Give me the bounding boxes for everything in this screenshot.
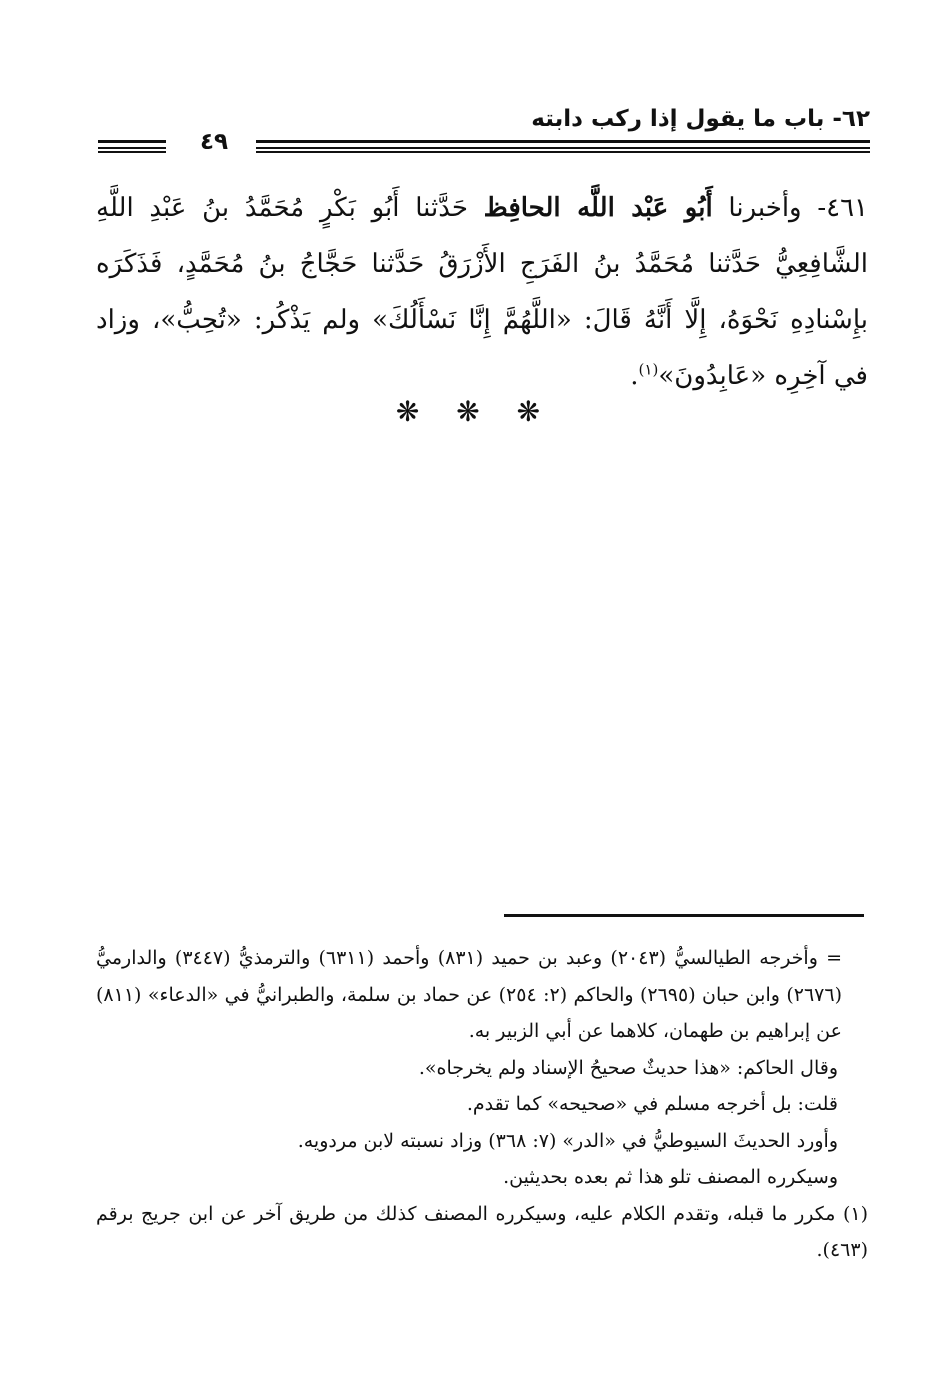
- hadith-number: ٤٦١-: [817, 193, 869, 223]
- footnote-line: وأورد الحديثَ السيوطيُّ في «الدر» (٧: ٣٦٨) وزاد نسبته لابن مردويه.: [297, 1129, 838, 1152]
- narrator-name: أَبُو عَبْد اللَّه الحافِظ: [483, 193, 713, 223]
- section-separator: ❋ ❋ ❋: [395, 395, 555, 428]
- footnote-continuation: = وأخرجه الطيالسيُّ (٢٠٤٣) وعبد بن حميد (٨٣١) وأحمد (٦٣١١) والترمذيُّ (٣٤٤٧) والدارميُّ (٢٦٧٦) وابن حبان (٢٦٩٥) والحاكم (٢: ٢٥٤) عن حماد بن سلمة، والطبرانيُّ في «الدعاء» (٨١١) عن إبراهيم بن طهمان، كلاهما عن أبي الزبير به.: [96, 947, 843, 1042]
- header-rule-right: [256, 140, 870, 149]
- footnote-reference: (١): [638, 360, 659, 379]
- footnote-line: قلت: بل أخرجه مسلم في «صحيحه» كما تقدم.: [466, 1093, 838, 1115]
- footnotes: [96, 940, 868, 1269]
- footnote-line: وسيكرره المصنف تلو هذا ثم بعده بحديثين.: [503, 1166, 838, 1188]
- chapter-title: ٦٢- باب ما يقول إذا ركب دابته: [531, 106, 870, 132]
- page-number: ٤٩: [199, 129, 229, 155]
- header-rule-left: [98, 140, 166, 149]
- hadith-paragraph: [96, 180, 868, 404]
- hadith-body: حَدَّثنا أَبُو بَكْرٍ مُحَمَّدُ بنُ عَبْدِ اللَّهِ الشَّافِعِيُّ حَدَّثنا مُحَمَّدُ بنُ الفَرَجِ الأَزْرَقُ حَدَّثنا حَجَّاجُ بنُ مُحَمَّدٍ، فَذَكَرَه بإِسْنادِهِ نَحْوَهُ، إِلَّا أَنَّهُ قَالَ: «اللَّهُمَّ إِنَّا نَسْأَلُكَ» ولم يَذْكُر: «تُحِبُّ»، وزاد في آخِرِه «عَابِدُونَ»: [96, 193, 869, 391]
- footnote-1: (١) مكرر ما قبله، وتقدم الكلام عليه، وسيكرره المصنف كذلك من طريق آخر عن ابن جريج برقم (٤٦٣).: [96, 1202, 868, 1261]
- hadith-text: [96, 180, 868, 404]
- end-mark: .: [630, 361, 639, 391]
- footnote-line: وقال الحاكم: «هذا حديثٌ صحيحُ الإسناد ولم يخرجاه».: [418, 1056, 838, 1079]
- hadith-intro: وأخبرنا: [728, 193, 802, 223]
- footnote-divider: [504, 914, 864, 917]
- page-header: [96, 102, 870, 160]
